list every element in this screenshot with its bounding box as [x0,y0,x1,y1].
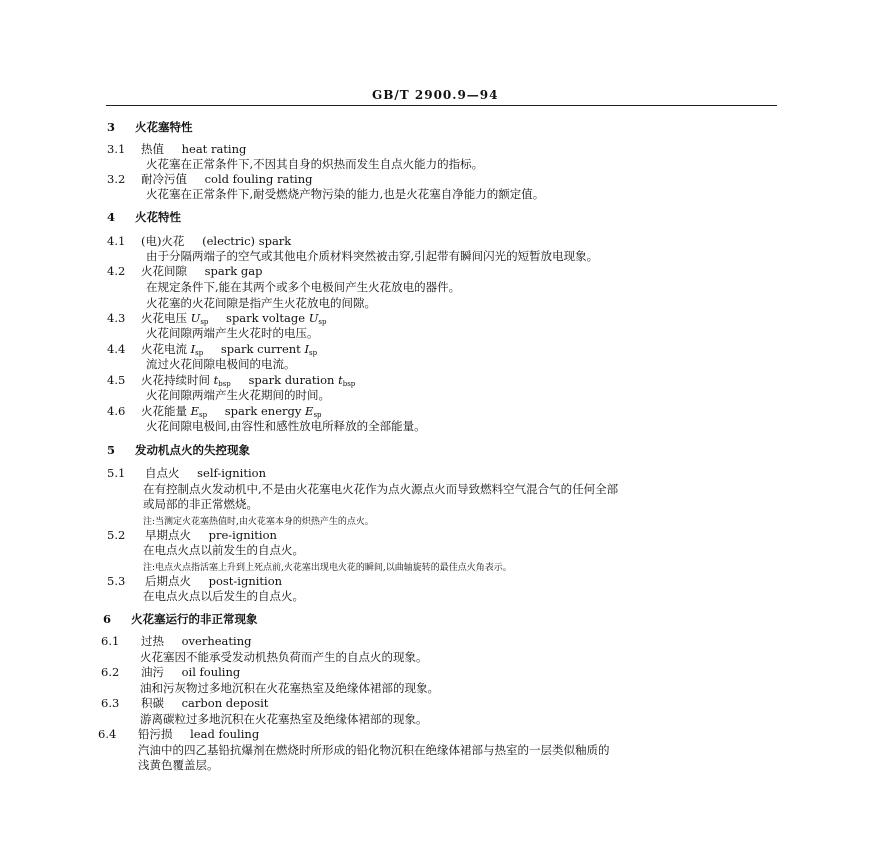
header-rule [106,105,777,106]
term-6-3 [101,696,268,710]
term-cn: 热值 [140,142,164,156]
section-number: 5 [107,443,116,457]
term-definition: 游离碳粒过多地沉积在火花塞热室及绝缘体裙部的现象。 [140,712,428,726]
term-symbol: I [190,342,196,356]
section-3-heading [107,120,193,134]
term-en: cold fouling rating [204,172,313,186]
term-definition: 火花塞在正常条件下,不因其自身的炽热而发生自点火能力的指标。 [146,157,484,171]
term-definition: 由于分隔两端子的空气或其他电介质材料突然被击穿,引起带有瞬间闪光的短暂放电现象。 [146,249,599,263]
term-en: carbon deposit [181,696,269,710]
term-definition: 火花间隙电极间,由容性和感性放电所释放的全部能量。 [146,419,426,433]
term-number: 5.3 [107,574,126,588]
term-cn: 积碳 [140,696,164,710]
term-symbol: E [305,404,314,418]
term-symbol-subscript: sp [200,318,209,326]
section-title: 火花塞特性 [135,120,193,134]
term-definition: 流过火花间隙电极间的电流。 [146,357,296,371]
term-en: pre-ignition [208,528,277,542]
term-cn: 铅污损 [137,727,173,741]
term-cn: 自点火 [144,466,180,480]
term-3-2 [107,172,312,186]
term-definition: 在有控制点火发动机中,不是由火花塞电火花作为点火源点火而导致燃料空气混合气的任何全部 [143,482,619,496]
term-symbol: t [338,373,343,387]
term-6-2 [101,665,240,679]
term-5-3 [107,574,282,588]
term-en: oil fouling [181,665,241,679]
term-symbol: t [213,373,219,387]
term-definition: 火花塞在正常条件下,耐受燃烧产物污染的能力,也是火花塞自净能力的额定值。 [146,187,545,201]
term-en: spark voltage [226,311,306,325]
term-symbol-subscript: bsp [342,380,356,388]
term-definition: 在规定条件下,能在其两个或多个电极间产生火花放电的器件。 [146,280,461,294]
term-en: self-ignition [197,466,266,480]
term-cn: 早期点火 [144,528,191,542]
term-number: 4.3 [107,311,126,325]
term-3-1 [107,142,246,156]
term-definition: 在电点火点以前发生的自点火。 [143,543,304,557]
term-definition: 火花间隙两端产生火花时的电压。 [146,326,319,340]
term-note: 注:电点火点指活塞上升到上死点前,火花塞出现电火花的瞬间,以曲轴旋转的最佳点火角表示。 [143,563,512,573]
term-number: 4.5 [107,373,126,387]
term-symbol-subscript: sp [195,349,204,357]
term-definition: 火花塞因不能承受发动机热负荷而产生的自点火的现象。 [140,650,428,664]
term-cn: 火花持续时间 [140,373,210,387]
term-symbol-subscript: sp [199,411,208,419]
term-cn: (电)火花 [140,234,185,248]
term-number: 6.4 [98,727,117,741]
term-number: 6.2 [101,665,120,679]
section-4-heading [107,210,181,224]
section-title: 火花塞运行的非正常现象 [131,612,258,626]
term-number: 6.3 [101,696,120,710]
term-en: spark duration [248,373,335,387]
standard-number: GB/T 2900.9—94 [372,88,499,102]
section-6-heading [103,612,258,626]
term-5-2 [107,528,277,542]
term-cn: 后期点火 [144,574,191,588]
term-symbol: E [190,404,200,418]
section-number: 4 [107,210,116,224]
term-en: spark gap [204,264,263,278]
section-title: 火花特性 [135,210,182,224]
term-number: 4.2 [107,264,126,278]
term-symbol: U [190,311,201,325]
term-number: 4.1 [107,234,126,248]
term-definition: 浅黄色覆盖层。 [138,758,219,772]
term-number: 5.1 [107,466,126,480]
term-en: spark energy [224,404,302,418]
term-definition: 或局部的非正常燃烧。 [143,497,258,511]
term-definition: 油和污灰物过多地沉积在火花塞热室及绝缘体裙部的现象。 [140,681,439,695]
term-symbol-subscript: sp [318,318,327,326]
term-definition: 汽油中的四乙基铅抗爆剂在燃烧时所形成的铅化物沉积在绝缘体裙部与热室的一层类似釉质的 [138,743,610,757]
term-number: 6.1 [101,634,120,648]
term-number: 3.2 [107,172,126,186]
term-en: post-ignition [208,574,283,588]
term-symbol-subscript: bsp [218,380,231,388]
section-number: 3 [107,120,116,134]
term-cn: 耐冷污值 [140,172,187,186]
term-symbol: U [308,311,319,325]
term-definition: 火花间隙两端产生火花期间的时间。 [146,388,330,402]
term-symbol: I [304,342,310,356]
term-cn: 火花能量 [140,404,187,418]
term-cn: 火花电流 [140,342,187,356]
term-cn: 过热 [140,634,164,648]
term-definition: 在电点火点以后发生的自点火。 [143,589,304,603]
term-cn: 火花间隙 [140,264,187,278]
term-en: (electric) spark [202,234,292,248]
section-title: 发动机点火的失控现象 [135,443,251,457]
term-5-1 [107,466,266,480]
term-number: 3.1 [107,142,126,156]
term-en: overheating [181,634,252,648]
term-symbol-subscript: sp [313,411,322,419]
term-cn: 油污 [140,665,164,679]
term-6-4 [98,727,259,741]
term-note: 注:当测定火花塞热值时,由火花塞本身的炽热产生的点火。 [143,517,374,527]
term-symbol-subscript: sp [309,349,318,357]
section-number: 6 [103,612,112,626]
term-4-1 [107,234,291,248]
term-definition: 火花塞的火花间隙是指产生火花放电的间隙。 [146,296,376,310]
term-en: heat rating [181,142,247,156]
term-number: 4.6 [107,404,126,418]
term-cn: 火花电压 [140,311,187,325]
term-number: 4.4 [107,342,126,356]
term-4-2 [107,264,262,278]
term-6-1 [101,634,251,648]
term-number: 5.2 [107,528,126,542]
section-5-heading [107,443,250,457]
term-en: spark current [220,342,301,356]
term-en: lead fouling [190,727,260,741]
